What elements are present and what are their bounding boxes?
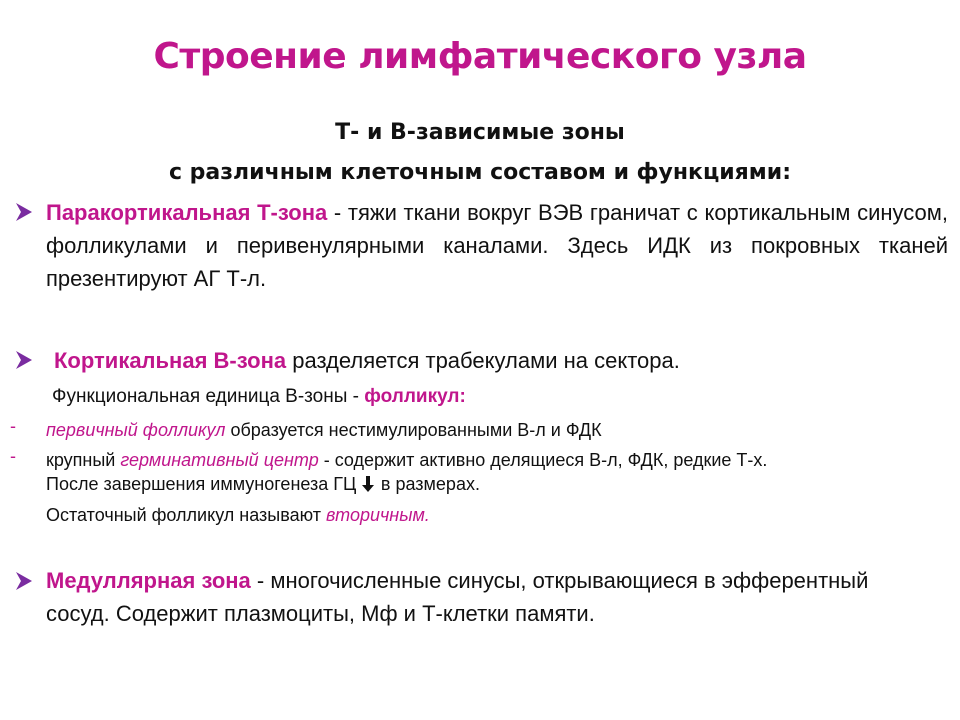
bullet-arrow-icon <box>14 202 34 226</box>
germinal-center-term: герминативный центр <box>120 450 319 470</box>
cortical-text: разделяется трабекулами на сектора. <box>286 348 680 373</box>
large-prefix: крупный <box>46 450 121 470</box>
germinal-center-text: - содержит активно делящиеся В-л, ФДК, редкие Т-х. <box>318 450 768 470</box>
medullary-term: Медуллярная зона <box>46 568 251 593</box>
dash-bullet: - <box>10 446 16 466</box>
germinal-center-paragraph <box>46 448 946 496</box>
germinal-center-line <box>46 448 946 472</box>
subtitle-line-1: Т- и В-зависимые зоны <box>335 120 625 145</box>
functional-unit-line <box>52 385 466 409</box>
immunogenesis-line <box>46 472 946 496</box>
paracortical-paragraph <box>46 196 948 295</box>
bullet-arrow-icon <box>14 350 34 374</box>
primary-follicle-text: образуется нестимулированными В-л и ФДК <box>225 420 602 440</box>
paracortical-term: Паракортикальная Т-зона <box>46 200 328 225</box>
after-immunogenesis-text: После завершения иммуногенеза ГЦ <box>46 474 357 494</box>
medullary-text: - многочисленные синусы, открывающиеся в эфферентный сосуд. Содержит плазмоциты, Мф и Т-клетки памяти. <box>46 568 869 626</box>
after-immunogenesis-text-2: в размерах. <box>380 474 480 494</box>
slide-title: Строение лимфатического узла <box>153 36 807 77</box>
functional-unit-text: Функциональная единица В-зоны - <box>52 386 365 407</box>
paracortical-text: - тяжи ткани вокруг ВЭВ граничат с кортикальным синусом, фолликулами и перивенулярными каналами. Здесь ИДК из покровных тканей презентируют АГ Т-л. <box>46 200 948 291</box>
residual-follicle-text: Остаточный фолликул называют <box>46 505 326 525</box>
residual-follicle-line <box>46 503 430 527</box>
secondary-term: вторичным. <box>325 505 430 525</box>
down-arrow-icon <box>361 473 381 495</box>
medullary-paragraph <box>46 564 906 630</box>
primary-follicle-term: первичный фолликул <box>46 420 226 440</box>
cortical-term: Кортикальная В-зона <box>54 348 287 373</box>
bullet-arrow-icon <box>14 571 34 595</box>
dash-bullet: - <box>10 416 16 436</box>
follicle-term: фолликул: <box>364 386 466 407</box>
cortical-paragraph <box>54 344 944 377</box>
primary-follicle-line <box>46 418 602 442</box>
subtitle-line-2: с различным клеточным составом и функциями: <box>168 160 791 185</box>
